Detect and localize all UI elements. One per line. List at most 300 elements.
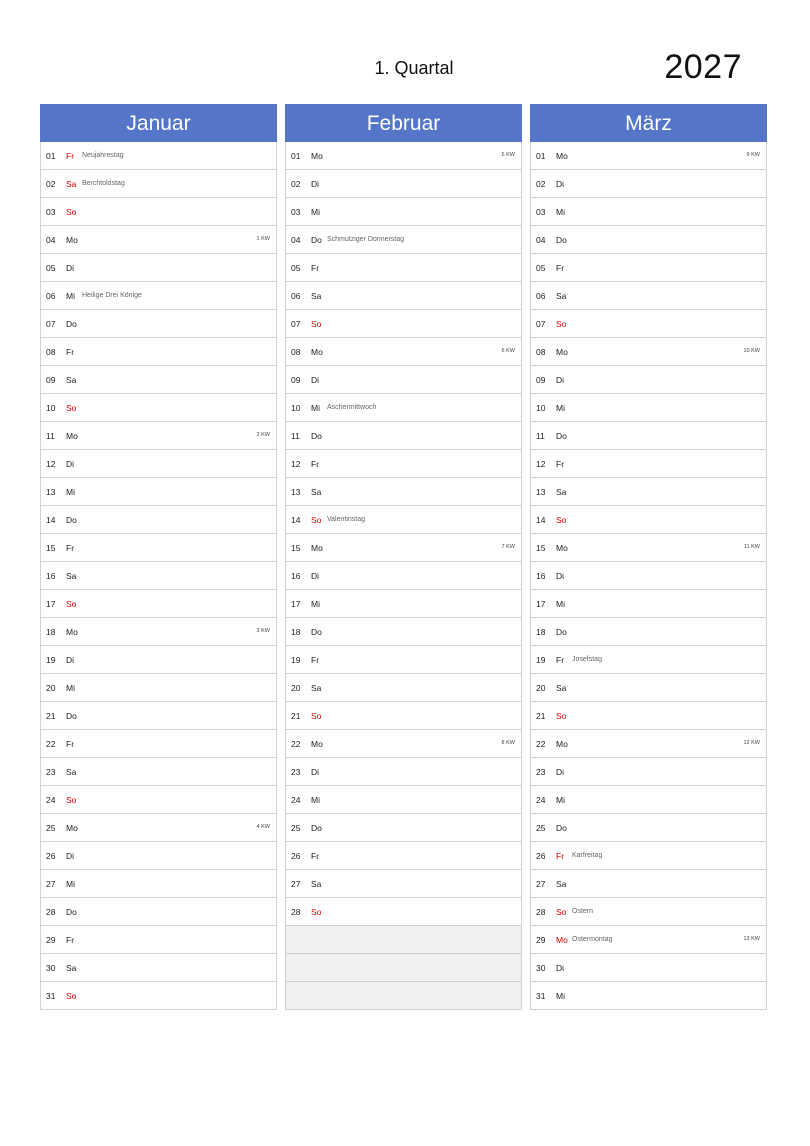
day-row xyxy=(286,282,521,310)
weekday-label: Do xyxy=(66,319,77,329)
day-row xyxy=(531,450,766,478)
weekday-label: Sa xyxy=(556,683,567,693)
holiday-label: Valentinstag xyxy=(327,516,366,523)
weekday-label: Fr xyxy=(66,347,75,357)
week-number: 8 KW xyxy=(501,740,515,746)
weekday-label: Mi xyxy=(556,795,565,805)
day-list xyxy=(530,142,767,1010)
weekday-label: Mo xyxy=(311,151,323,161)
weekday-label: So xyxy=(311,319,322,329)
weekday-label: Do xyxy=(311,823,322,833)
weekday-label: Mi xyxy=(556,403,565,413)
weekday-label: Di xyxy=(311,375,320,385)
week-number: 7 KW xyxy=(501,544,515,550)
day-row xyxy=(286,450,521,478)
day-row xyxy=(41,394,276,422)
weekday-label: Do xyxy=(311,431,322,441)
weekday-label: Mo xyxy=(311,739,323,749)
day-row xyxy=(531,338,766,366)
month-column-januar xyxy=(40,104,277,1010)
day-row xyxy=(41,786,276,814)
day-row xyxy=(531,506,766,534)
weekday-label: So xyxy=(311,711,322,721)
weekday-label: Sa xyxy=(66,375,77,385)
day-row xyxy=(286,646,521,674)
weekday-label: Mo xyxy=(66,235,78,245)
day-number: 12 xyxy=(536,459,546,469)
weekday-label: So xyxy=(556,711,567,721)
weekday-label: Di xyxy=(556,571,565,581)
day-number: 22 xyxy=(46,739,56,749)
day-number: 08 xyxy=(291,347,301,357)
weekday-label: Di xyxy=(311,179,320,189)
day-number: 13 xyxy=(536,487,546,497)
week-number: 3 KW xyxy=(256,628,270,634)
day-number: 16 xyxy=(46,571,56,581)
weekday-label: Di xyxy=(66,459,75,469)
day-row xyxy=(531,422,766,450)
weekday-label: Do xyxy=(66,711,77,721)
day-row xyxy=(531,674,766,702)
weekday-label: Mi xyxy=(66,487,75,497)
weekday-label: Di xyxy=(311,767,320,777)
weekday-label: So xyxy=(556,319,567,329)
day-number: 28 xyxy=(291,907,301,917)
day-number: 15 xyxy=(536,543,546,553)
day-row xyxy=(286,898,521,926)
day-row xyxy=(41,450,276,478)
weekday-label: Di xyxy=(311,571,320,581)
day-row xyxy=(286,562,521,590)
day-row xyxy=(41,142,276,170)
weekday-label: Do xyxy=(66,515,77,525)
day-row xyxy=(41,842,276,870)
day-number: 20 xyxy=(536,683,546,693)
week-number: 4 KW xyxy=(256,824,270,830)
day-number: 14 xyxy=(291,515,301,525)
day-row xyxy=(41,254,276,282)
day-row xyxy=(286,310,521,338)
day-number: 19 xyxy=(536,655,546,665)
day-row xyxy=(286,674,521,702)
day-row xyxy=(531,870,766,898)
day-number: 12 xyxy=(291,459,301,469)
weekday-label: Fr xyxy=(556,655,565,665)
day-number: 17 xyxy=(291,599,301,609)
weekday-label: Fr xyxy=(66,739,75,749)
day-row xyxy=(41,226,276,254)
day-row xyxy=(41,282,276,310)
weekday-label: Mo xyxy=(556,935,568,945)
day-row xyxy=(41,730,276,758)
weekday-label: Mi xyxy=(66,879,75,889)
day-row xyxy=(286,786,521,814)
day-number: 21 xyxy=(536,711,546,721)
day-number: 11 xyxy=(536,431,545,441)
week-number: 13 KW xyxy=(743,936,760,942)
weekday-label: Mo xyxy=(66,431,78,441)
day-row xyxy=(531,394,766,422)
year-title: 2027 xyxy=(664,48,742,86)
day-number: 25 xyxy=(536,823,546,833)
day-row xyxy=(286,198,521,226)
holiday-label: Karfreitag xyxy=(572,852,603,859)
day-row xyxy=(531,814,766,842)
day-number: 27 xyxy=(291,879,301,889)
weekday-label: Di xyxy=(556,767,565,777)
day-row xyxy=(286,254,521,282)
day-number: 08 xyxy=(536,347,546,357)
holiday-label: Aschermittwoch xyxy=(327,404,377,411)
weekday-label: Di xyxy=(66,851,75,861)
day-number: 05 xyxy=(536,263,546,273)
day-row xyxy=(286,422,521,450)
weekday-label: So xyxy=(556,907,567,917)
weekday-label: Mi xyxy=(311,207,320,217)
day-row xyxy=(531,366,766,394)
month-header: Januar xyxy=(40,104,277,142)
weekday-label: Mi xyxy=(66,683,75,693)
day-row xyxy=(286,170,521,198)
day-row xyxy=(531,534,766,562)
day-number: 13 xyxy=(46,487,56,497)
day-number: 17 xyxy=(536,599,546,609)
day-number: 09 xyxy=(536,375,546,385)
day-number: 10 xyxy=(46,403,56,413)
empty-day-row xyxy=(286,982,521,1010)
day-row xyxy=(41,758,276,786)
day-number: 16 xyxy=(291,571,301,581)
weekday-label: Do xyxy=(556,431,567,441)
day-number: 02 xyxy=(536,179,546,189)
day-row xyxy=(531,282,766,310)
day-row xyxy=(531,198,766,226)
weekday-label: Sa xyxy=(556,879,567,889)
day-number: 03 xyxy=(291,207,301,217)
day-row xyxy=(41,618,276,646)
day-row xyxy=(286,618,521,646)
day-number: 08 xyxy=(46,347,56,357)
day-row xyxy=(41,926,276,954)
day-number: 06 xyxy=(46,291,56,301)
day-number: 24 xyxy=(46,795,56,805)
day-number: 11 xyxy=(46,431,55,441)
day-row xyxy=(531,226,766,254)
day-row xyxy=(286,842,521,870)
day-number: 11 xyxy=(291,431,300,441)
weekday-label: Sa xyxy=(311,291,322,301)
day-number: 01 xyxy=(46,151,56,161)
weekday-label: Do xyxy=(66,907,77,917)
holiday-label: Ostermontag xyxy=(572,936,613,943)
holiday-label: Heilige Drei Könige xyxy=(82,292,142,299)
weekday-label: So xyxy=(66,207,77,217)
weekday-label: Mo xyxy=(556,151,568,161)
day-row xyxy=(286,758,521,786)
day-number: 18 xyxy=(291,627,301,637)
day-number: 29 xyxy=(536,935,546,945)
day-row xyxy=(286,478,521,506)
day-number: 09 xyxy=(291,375,301,385)
day-number: 30 xyxy=(536,963,546,973)
day-number: 30 xyxy=(46,963,56,973)
day-number: 04 xyxy=(46,235,56,245)
weekday-label: Sa xyxy=(66,767,77,777)
day-number: 26 xyxy=(46,851,56,861)
day-row xyxy=(531,898,766,926)
day-number: 19 xyxy=(46,655,56,665)
day-row xyxy=(531,590,766,618)
day-number: 23 xyxy=(46,767,56,777)
empty-day-row xyxy=(286,926,521,954)
day-row xyxy=(41,898,276,926)
day-row xyxy=(41,478,276,506)
day-number: 18 xyxy=(46,627,56,637)
day-row xyxy=(531,758,766,786)
day-number: 12 xyxy=(46,459,56,469)
weekday-label: Mi xyxy=(556,599,565,609)
week-number: 1 KW xyxy=(256,236,270,242)
day-row xyxy=(531,562,766,590)
day-row xyxy=(531,618,766,646)
day-row xyxy=(41,982,276,1010)
weekday-label: Mo xyxy=(311,347,323,357)
day-row xyxy=(41,870,276,898)
day-number: 01 xyxy=(291,151,301,161)
day-number: 05 xyxy=(46,263,56,273)
day-number: 01 xyxy=(536,151,546,161)
weekday-label: Mi xyxy=(556,207,565,217)
day-number: 29 xyxy=(46,935,56,945)
day-number: 28 xyxy=(46,907,56,917)
weekday-label: Sa xyxy=(311,487,322,497)
day-number: 07 xyxy=(536,319,546,329)
day-number: 22 xyxy=(291,739,301,749)
weekday-label: Sa xyxy=(66,179,77,189)
weekday-label: Mo xyxy=(556,543,568,553)
day-number: 10 xyxy=(291,403,301,413)
day-row xyxy=(41,534,276,562)
weekday-label: Fr xyxy=(311,459,320,469)
day-row xyxy=(41,590,276,618)
weekday-label: Fr xyxy=(311,655,320,665)
weekday-label: Fr xyxy=(66,543,75,553)
day-number: 05 xyxy=(291,263,301,273)
day-row xyxy=(531,254,766,282)
weekday-label: Mo xyxy=(556,347,568,357)
day-row xyxy=(531,730,766,758)
weekday-label: Mi xyxy=(311,599,320,609)
holiday-label: Ostern xyxy=(572,908,594,915)
day-row xyxy=(531,926,766,954)
weekday-label: So xyxy=(311,515,322,525)
weekday-label: So xyxy=(311,907,322,917)
day-row xyxy=(286,730,521,758)
month-header: März xyxy=(530,104,767,142)
weekday-label: So xyxy=(66,599,77,609)
day-row xyxy=(41,170,276,198)
day-row xyxy=(286,814,521,842)
weekday-label: Di xyxy=(556,179,565,189)
day-row xyxy=(286,142,521,170)
day-row xyxy=(41,338,276,366)
day-row xyxy=(531,954,766,982)
day-number: 06 xyxy=(536,291,546,301)
day-row xyxy=(41,506,276,534)
week-number: 5 KW xyxy=(501,152,515,158)
day-number: 15 xyxy=(46,543,56,553)
weekday-label: Do xyxy=(311,235,322,245)
day-number: 27 xyxy=(536,879,546,889)
day-number: 13 xyxy=(291,487,301,497)
day-number: 21 xyxy=(291,711,301,721)
day-number: 14 xyxy=(46,515,56,525)
day-row xyxy=(286,226,521,254)
week-number: 6 KW xyxy=(501,348,515,354)
weekday-label: Fr xyxy=(66,151,75,161)
day-number: 20 xyxy=(291,683,301,693)
weekday-label: Mi xyxy=(311,795,320,805)
day-row xyxy=(41,702,276,730)
weekday-label: Fr xyxy=(556,459,565,469)
day-row xyxy=(531,786,766,814)
weekday-label: Do xyxy=(311,627,322,637)
weekday-label: Mo xyxy=(66,823,78,833)
weekday-label: Do xyxy=(556,627,567,637)
day-number: 21 xyxy=(46,711,56,721)
day-number: 25 xyxy=(46,823,56,833)
day-number: 03 xyxy=(536,207,546,217)
day-number: 15 xyxy=(291,543,301,553)
day-row xyxy=(531,170,766,198)
day-number: 22 xyxy=(536,739,546,749)
weekday-label: Di xyxy=(66,655,75,665)
day-row xyxy=(41,646,276,674)
day-number: 04 xyxy=(291,235,301,245)
weekday-label: So xyxy=(66,403,77,413)
day-number: 23 xyxy=(291,767,301,777)
holiday-label: Josefstag xyxy=(572,656,602,663)
week-number: 10 KW xyxy=(743,348,760,354)
weekday-label: Di xyxy=(556,963,565,973)
week-number: 2 KW xyxy=(256,432,270,438)
weekday-label: Do xyxy=(556,823,567,833)
day-number: 16 xyxy=(536,571,546,581)
day-number: 26 xyxy=(291,851,301,861)
day-number: 07 xyxy=(291,319,301,329)
month-column-februar xyxy=(285,104,522,1010)
weekday-label: Sa xyxy=(556,487,567,497)
weekday-label: So xyxy=(556,515,567,525)
quarter-title: 1. Quartal xyxy=(374,58,454,78)
day-number: 19 xyxy=(291,655,301,665)
day-row xyxy=(41,674,276,702)
month-header: Februar xyxy=(285,104,522,142)
day-number: 06 xyxy=(291,291,301,301)
day-number: 27 xyxy=(46,879,56,889)
day-row xyxy=(531,142,766,170)
weekday-label: Fr xyxy=(311,851,320,861)
weekday-label: Mi xyxy=(311,403,320,413)
day-row xyxy=(286,506,521,534)
holiday-label: Berchtoldstag xyxy=(82,180,125,187)
day-list xyxy=(285,142,522,1010)
week-number: 11 KW xyxy=(743,544,760,550)
holiday-label: Neujahrestag xyxy=(82,152,124,159)
holiday-label: Schmutziger Donnerstag xyxy=(327,236,405,243)
day-number: 26 xyxy=(536,851,546,861)
weekday-label: Fr xyxy=(556,263,565,273)
day-number: 18 xyxy=(536,627,546,637)
weekday-label: Sa xyxy=(311,879,322,889)
day-row xyxy=(286,338,521,366)
day-row xyxy=(286,394,521,422)
day-row xyxy=(531,478,766,506)
day-row xyxy=(41,198,276,226)
weekday-label: Sa xyxy=(66,571,77,581)
weekday-label: So xyxy=(66,795,77,805)
day-row xyxy=(41,562,276,590)
weekday-label: Mo xyxy=(311,543,323,553)
day-number: 10 xyxy=(536,403,546,413)
day-number: 02 xyxy=(46,179,56,189)
weekday-label: Mi xyxy=(556,991,565,1001)
day-row xyxy=(41,954,276,982)
weekday-label: Sa xyxy=(311,683,322,693)
day-row xyxy=(41,310,276,338)
day-number: 17 xyxy=(46,599,56,609)
day-number: 24 xyxy=(536,795,546,805)
week-number: 12 KW xyxy=(743,740,760,746)
day-number: 23 xyxy=(536,767,546,777)
weekday-label: Fr xyxy=(556,851,565,861)
day-number: 20 xyxy=(46,683,56,693)
weekday-label: Sa xyxy=(556,291,567,301)
weekday-label: Mo xyxy=(66,627,78,637)
weekday-label: Di xyxy=(66,263,75,273)
day-row xyxy=(531,646,766,674)
weekday-label: Do xyxy=(556,235,567,245)
day-row xyxy=(531,982,766,1010)
day-number: 03 xyxy=(46,207,56,217)
weekday-label: Di xyxy=(556,375,565,385)
day-number: 31 xyxy=(536,991,546,1001)
day-number: 25 xyxy=(291,823,301,833)
day-row xyxy=(41,366,276,394)
weekday-label: Fr xyxy=(66,935,75,945)
week-number: 9 KW xyxy=(746,152,760,158)
day-row xyxy=(286,366,521,394)
day-row xyxy=(531,702,766,730)
month-column-maerz xyxy=(530,104,767,1010)
day-row xyxy=(286,870,521,898)
day-row xyxy=(531,310,766,338)
day-row xyxy=(286,534,521,562)
day-row xyxy=(531,842,766,870)
weekday-label: Fr xyxy=(311,263,320,273)
day-number: 07 xyxy=(46,319,56,329)
weekday-label: Mo xyxy=(556,739,568,749)
day-number: 04 xyxy=(536,235,546,245)
day-row xyxy=(286,702,521,730)
day-number: 14 xyxy=(536,515,546,525)
day-row xyxy=(41,422,276,450)
day-list xyxy=(40,142,277,1010)
weekday-label: So xyxy=(66,991,77,1001)
day-number: 24 xyxy=(291,795,301,805)
day-row xyxy=(41,814,276,842)
day-number: 09 xyxy=(46,375,56,385)
